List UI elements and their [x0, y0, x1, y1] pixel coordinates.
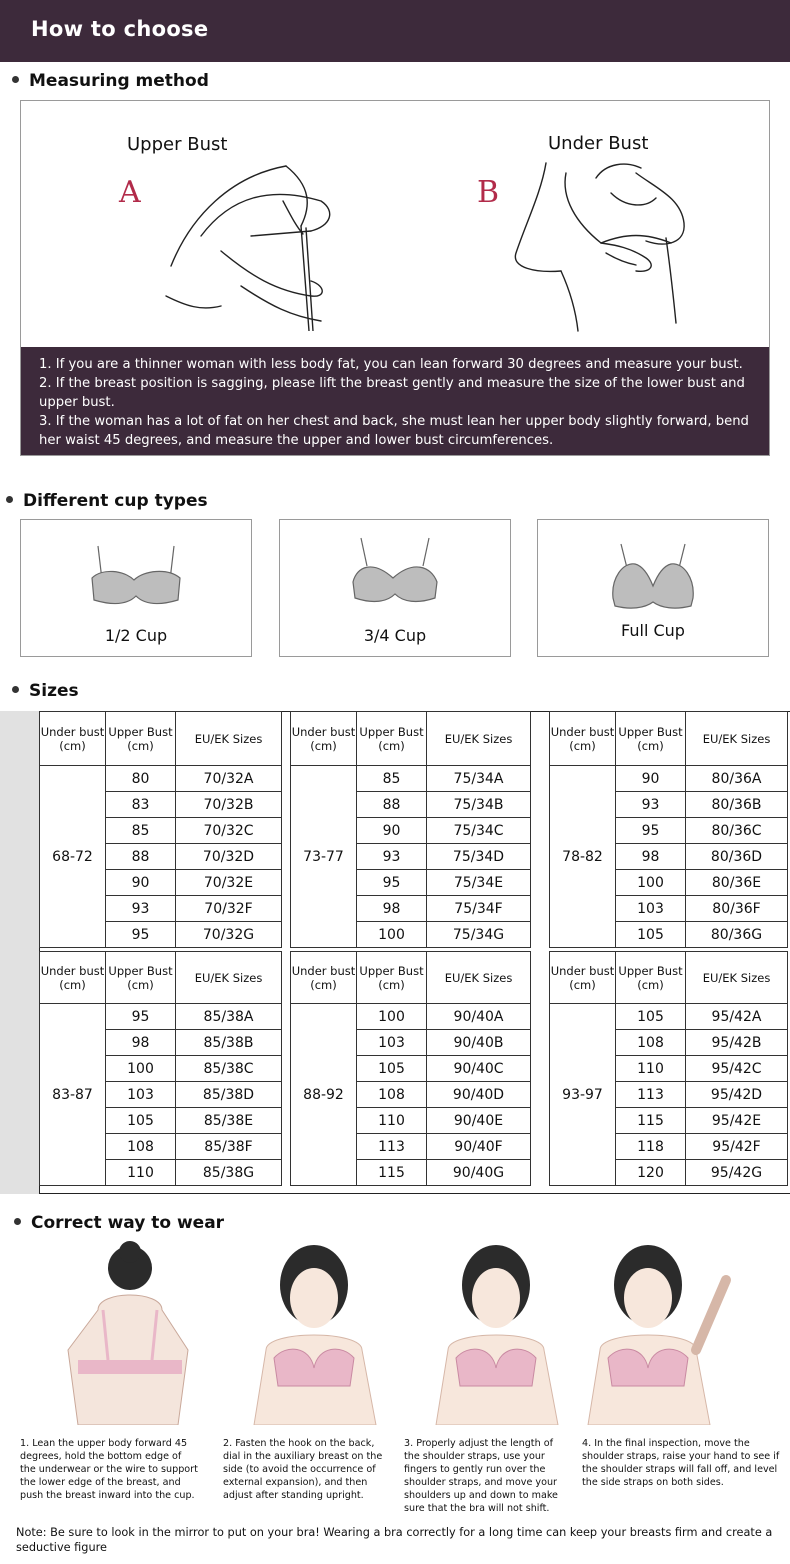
- wear-step-1-illustration-icon: [38, 1240, 216, 1425]
- wear-step-3-illustration-icon: [408, 1240, 586, 1425]
- under-bust-range: 78-82: [550, 766, 616, 948]
- eu-size-value: 85/38D: [176, 1082, 282, 1108]
- eu-size-value: 90/40E: [427, 1108, 531, 1134]
- upper-bust-value: 103: [616, 896, 686, 922]
- full-cup-bra-icon: [605, 542, 701, 614]
- upper-bust-value: 95: [357, 870, 427, 896]
- upper-bust-value: 88: [357, 792, 427, 818]
- upper-bust-value: 93: [106, 896, 176, 922]
- note-2: 2. If the breast position is sagging, please lift the breast gently and measure the size of the lower bust and upper bust.: [39, 376, 745, 410]
- size-table: [549, 951, 788, 1186]
- upper-bust-value: 108: [357, 1082, 427, 1108]
- section-heading-wear: [14, 1213, 224, 1233]
- wear-step-4-caption: 4. In the final inspection, move the shoulder straps, raise your hand to see if the shoulder straps will fall off, and level the side straps on both sides.: [582, 1438, 780, 1488]
- cups-heading-text: Different cup types: [23, 491, 208, 511]
- eu-size-value: 95/42C: [686, 1056, 788, 1082]
- upper-bust-value: 90: [106, 870, 176, 896]
- under-bust-header: Under bust (cm): [550, 952, 616, 1004]
- upper-bust-value: 105: [616, 1004, 686, 1030]
- upper-bust-header: Upper Bust (cm): [106, 712, 176, 766]
- eu-size-header: EU/EK Sizes: [427, 712, 531, 766]
- blank-patch: [443, 668, 613, 698]
- eu-size-value: 95/42F: [686, 1134, 788, 1160]
- eu-size-value: 90/40C: [427, 1056, 531, 1082]
- letter-a: A: [119, 175, 141, 210]
- size-table: [290, 951, 531, 1186]
- under-bust-header: Under bust (cm): [291, 712, 357, 766]
- section-heading-sizes: [12, 681, 79, 701]
- upper-bust-value: 113: [616, 1082, 686, 1108]
- eu-size-value: 90/40G: [427, 1160, 531, 1186]
- section-heading-cups: [6, 491, 208, 511]
- eu-size-header: EU/EK Sizes: [686, 952, 788, 1004]
- eu-size-value: 85/38C: [176, 1056, 282, 1082]
- final-note: Note: Be sure to look in the mirror to put on your bra! Wearing a bra correctly for a long time can keep your breasts firm and create a seductive figure: [16, 1526, 773, 1554]
- upper-bust-value: 98: [357, 896, 427, 922]
- three-quarter-cup-bra-icon: [347, 536, 443, 608]
- under-bust-range: 73-77: [291, 766, 357, 948]
- upper-bust-value: 105: [357, 1056, 427, 1082]
- upper-bust-header: Upper Bust (cm): [616, 712, 686, 766]
- upper-bust-value: 110: [616, 1056, 686, 1082]
- eu-size-header: EU/EK Sizes: [686, 712, 788, 766]
- measuring-heading-text: Measuring method: [29, 71, 209, 91]
- eu-size-value: 80/36D: [686, 844, 788, 870]
- size-table: [39, 951, 282, 1186]
- upper-bust-value: 95: [106, 1004, 176, 1030]
- upper-bust-value: 93: [616, 792, 686, 818]
- eu-size-value: 85/38G: [176, 1160, 282, 1186]
- upper-bust-value: 98: [616, 844, 686, 870]
- table-row: [291, 766, 531, 792]
- table-row: [40, 1004, 282, 1030]
- upper-bust-value: 115: [616, 1108, 686, 1134]
- eu-size-value: 80/36C: [686, 818, 788, 844]
- cup-card-half: [20, 519, 252, 657]
- eu-size-value: 80/36F: [686, 896, 788, 922]
- upper-bust-value: 100: [357, 1004, 427, 1030]
- eu-size-value: 80/36E: [686, 870, 788, 896]
- size-table: [290, 711, 531, 948]
- eu-size-value: 90/40F: [427, 1134, 531, 1160]
- size-table: [549, 711, 788, 948]
- bullet-icon: [12, 686, 19, 693]
- upper-bust-value: 110: [106, 1160, 176, 1186]
- eu-size-value: 70/32C: [176, 818, 282, 844]
- under-bust-range: 88-92: [291, 1004, 357, 1186]
- wear-step-2-illustration-icon: [226, 1240, 404, 1425]
- eu-size-value: 90/40D: [427, 1082, 531, 1108]
- upper-bust-value: 115: [357, 1160, 427, 1186]
- eu-size-value: 75/34A: [427, 766, 531, 792]
- under-bust-header: Under bust (cm): [40, 952, 106, 1004]
- eu-size-value: 75/34G: [427, 922, 531, 948]
- under-bust-header: Under bust (cm): [550, 712, 616, 766]
- upper-bust-header: Upper Bust (cm): [616, 952, 686, 1004]
- upper-bust-value: 120: [616, 1160, 686, 1186]
- under-bust-range: 93-97: [550, 1004, 616, 1186]
- upper-bust-value: 113: [357, 1134, 427, 1160]
- upper-bust-value: 110: [357, 1108, 427, 1134]
- page-title: How to choose: [31, 17, 209, 41]
- eu-size-value: 75/34E: [427, 870, 531, 896]
- upper-bust-value: 100: [106, 1056, 176, 1082]
- upper-bust-value: 118: [616, 1134, 686, 1160]
- upper-bust-value: 83: [106, 792, 176, 818]
- cup-label-half: 1/2 Cup: [104, 626, 168, 645]
- wear-step-1-caption: 1. Lean the upper body forward 45 degrees, hold the bottom edge of the underwear or the wire to support the lower edge of the breast, and push the breast inward into the cup.: [20, 1438, 198, 1501]
- eu-size-value: 70/32F: [176, 896, 282, 922]
- note-1: 1. If you are a thinner woman with less body fat, you can lean forward 30 degrees and measure your bust.: [39, 357, 743, 372]
- size-table: [39, 711, 282, 948]
- bullet-icon: [6, 496, 13, 503]
- eu-size-value: 75/34D: [427, 844, 531, 870]
- upper-bust-value: 105: [616, 922, 686, 948]
- eu-size-value: 75/34C: [427, 818, 531, 844]
- upper-bust-value: 85: [357, 766, 427, 792]
- wear-step-4-illustration-icon: [576, 1240, 754, 1425]
- letter-b: B: [477, 175, 500, 210]
- upper-bust-header: Upper Bust (cm): [357, 952, 427, 1004]
- table-row: [291, 1004, 531, 1030]
- eu-size-value: 95/42E: [686, 1108, 788, 1134]
- cup-label-full: Full Cup: [621, 621, 685, 640]
- eu-size-value: 80/36G: [686, 922, 788, 948]
- under-bust-header: Under bust (cm): [291, 952, 357, 1004]
- upper-bust-value: 98: [106, 1030, 176, 1056]
- upper-bust-value: 100: [616, 870, 686, 896]
- note-3: 3. If the woman has a lot of fat on her chest and back, she must lean her upper body slightly forward, bend her waist 45 degrees, and measure the upper and lower bust circumferences.: [39, 414, 749, 448]
- measuring-notes: [21, 347, 770, 456]
- eu-size-header: EU/EK Sizes: [427, 952, 531, 1004]
- upper-bust-value: 95: [616, 818, 686, 844]
- eu-size-value: 85/38B: [176, 1030, 282, 1056]
- cup-card-full: [537, 519, 769, 657]
- eu-size-value: 70/32G: [176, 922, 282, 948]
- upper-bust-value: 95: [106, 922, 176, 948]
- section-heading-measuring: [12, 71, 209, 91]
- upper-bust-value: 103: [357, 1030, 427, 1056]
- half-cup-bra-icon: [88, 542, 184, 610]
- upper-bust-value: 108: [106, 1134, 176, 1160]
- eu-size-header: EU/EK Sizes: [176, 952, 282, 1004]
- under-bust-range: 83-87: [40, 1004, 106, 1186]
- table-row: [550, 766, 788, 792]
- upper-bust-value: 103: [106, 1082, 176, 1108]
- table-row: [550, 1004, 788, 1030]
- eu-size-value: 90/40B: [427, 1030, 531, 1056]
- upper-bust-header: Upper Bust (cm): [106, 952, 176, 1004]
- wear-step-3-caption: 3. Properly adjust the length of the shoulder straps, use your fingers to gently run over the shoulder straps, and move your shoulders up and down to make sure that the bra will not shift.: [404, 1438, 558, 1514]
- upper-bust-value: 108: [616, 1030, 686, 1056]
- header-bar: [0, 0, 790, 62]
- upper-bust-value: 90: [357, 818, 427, 844]
- eu-size-value: 80/36B: [686, 792, 788, 818]
- measuring-panel: [20, 100, 770, 456]
- eu-size-value: 85/38F: [176, 1134, 282, 1160]
- under-bust-sketch-icon: [506, 153, 706, 333]
- upper-bust-sketch-icon: [161, 156, 381, 331]
- eu-size-value: 75/34F: [427, 896, 531, 922]
- eu-size-value: 70/32E: [176, 870, 282, 896]
- eu-size-value: 80/36A: [686, 766, 788, 792]
- bullet-icon: [12, 76, 19, 83]
- eu-size-value: 85/38A: [176, 1004, 282, 1030]
- upper-bust-label: Upper Bust: [127, 134, 228, 155]
- eu-size-value: 90/40A: [427, 1004, 531, 1030]
- eu-size-value: 75/34B: [427, 792, 531, 818]
- upper-bust-value: 105: [106, 1108, 176, 1134]
- eu-size-value: 70/32A: [176, 766, 282, 792]
- upper-bust-value: 100: [357, 922, 427, 948]
- under-bust-header: Under bust (cm): [40, 712, 106, 766]
- upper-bust-value: 90: [616, 766, 686, 792]
- upper-bust-value: 93: [357, 844, 427, 870]
- cup-card-three-quarter: [279, 519, 511, 657]
- eu-size-header: EU/EK Sizes: [176, 712, 282, 766]
- table-row: [40, 766, 282, 792]
- wear-heading-text: Correct way to wear: [31, 1213, 225, 1233]
- upper-bust-header: Upper Bust (cm): [357, 712, 427, 766]
- bullet-icon: [14, 1218, 21, 1225]
- under-bust-label: Under Bust: [548, 133, 649, 154]
- eu-size-value: 95/42D: [686, 1082, 788, 1108]
- sizes-heading-text: Sizes: [29, 681, 79, 701]
- upper-bust-value: 88: [106, 844, 176, 870]
- eu-size-value: 70/32D: [176, 844, 282, 870]
- eu-size-value: 95/42B: [686, 1030, 788, 1056]
- eu-size-value: 95/42A: [686, 1004, 788, 1030]
- eu-size-value: 70/32B: [176, 792, 282, 818]
- under-bust-range: 68-72: [40, 766, 106, 948]
- upper-bust-value: 85: [106, 818, 176, 844]
- wear-step-2-caption: 2. Fasten the hook on the back, dial in the auxiliary breast on the side (to avoid the occurrence of external expansion), and then adjust after standing upright.: [223, 1438, 383, 1501]
- eu-size-value: 95/42G: [686, 1160, 788, 1186]
- upper-bust-value: 80: [106, 766, 176, 792]
- eu-size-value: 85/38E: [176, 1108, 282, 1134]
- cup-label-three-quarter: 3/4 Cup: [363, 626, 427, 645]
